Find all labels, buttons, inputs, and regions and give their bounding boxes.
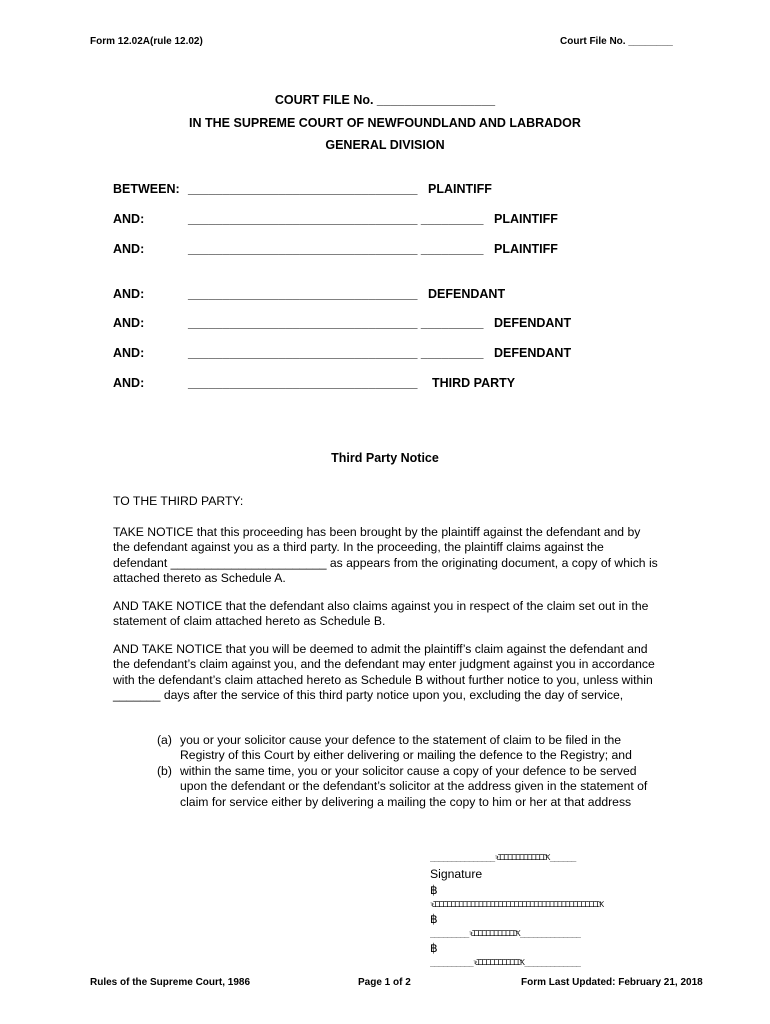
party-role: DEFENDANT	[494, 316, 572, 330]
form-reference: Form 12.02A(rule 12.02)	[90, 36, 203, 47]
notice-paragraph-1: TAKE NOTICE that this proceeding has been brought by the plaintiff against the defendant and by the defendant against you as a third party. In the proceeding, the plaintiff claims against the defendant _______________________ as appears from the originating document, a copy of which is attached thereto as Schedule A.	[113, 525, 658, 586]
party-label: AND:	[113, 242, 145, 256]
item-a-text: you or your solicitor cause your defence to the statement of claim to be filed in the Registry of this Court by either delivering or mailing the defence to the Registry; and	[180, 733, 632, 763]
party-label: BETWEEN:	[113, 182, 180, 196]
page-number: Page 1 of 2	[358, 977, 411, 988]
party-label: AND:	[113, 212, 145, 226]
party-label: AND:	[113, 316, 145, 330]
division-heading: GENERAL DIVISION	[325, 138, 445, 152]
court-name-heading: IN THE SUPREME COURT OF NEWFOUNDLAND AND LABRADOR	[189, 116, 581, 130]
garbled-line: ꝛꞮꞮꞮꞮꞮꞮꞮꞮꞮꞮꞮꞮꞮꞮꞮꞮꞮꞮꞮꞮꞮꞮꞮꞮꞮꞮꞮꞮꞮꞮꞮꞮꞮꞮꞮꞮꞮꞮꞮꞮꞮꞮꝀ	[430, 900, 604, 909]
baht-glyph: ฿	[430, 912, 438, 926]
garbled-line: __________ꝛꞮꞮꞮꞮꞮꞮꞮꞮꞮꞮꞮꝀ_____________	[430, 958, 581, 967]
party-name-line: _________________________________ _________	[188, 346, 484, 360]
party-label: AND:	[113, 376, 145, 390]
notice-paragraph-3: AND TAKE NOTICE that you will be deemed to admit the plaintiff’s claim against the defendant and the defendant’s claim against you, and the defendant may enter judgment against you in accordance with the defendant’s claim attached hereto as Schedule B without further notice to you, unless within _______ days after the service of this third party notice upon you, excluding the day of service,	[113, 642, 655, 703]
item-b-text: within the same time, you or your solicitor cause a copy of your defence to be served upon the defendant or the defendant’s solicitor at the address given in the statement of claim for service either by delivering a mailing the copy to him or her at that address	[180, 764, 648, 809]
party-label: AND:	[113, 346, 145, 360]
footer-rules: Rules of the Supreme Court, 1986	[90, 977, 251, 988]
garbled-line: _________ꝛꞮꞮꞮꞮꞮꞮꞮꞮꞮꞮꞮꝀ______________	[430, 929, 581, 938]
notice-salutation: TO THE THIRD PARTY:	[113, 494, 244, 508]
party-name-line: _________________________________	[188, 376, 418, 390]
party-name-line: _________________________________ _________	[188, 212, 484, 226]
baht-glyph: ฿	[430, 883, 438, 897]
party-name-line: _________________________________	[188, 182, 418, 196]
baht-glyph: ฿	[430, 941, 438, 955]
signature-line: _______________ꝛꞮꞮꞮꞮꞮꞮꞮꞮꞮꞮꞮꞮꝀ______	[430, 853, 576, 862]
party-role: PLAINTIFF	[494, 212, 558, 226]
party-role: PLAINTIFF	[428, 182, 492, 196]
form-last-updated: Form Last Updated: February 21, 2018	[521, 977, 703, 988]
party-name-line: _________________________________	[188, 287, 418, 301]
party-name-line: _________________________________ _________	[188, 242, 484, 256]
party-role: THIRD PARTY	[432, 376, 516, 390]
notice-title: Third Party Notice	[331, 451, 439, 465]
item-b-label: (b)	[157, 764, 172, 778]
court-file-number-top: Court File No. ________	[560, 36, 673, 47]
item-a-label: (a)	[157, 733, 172, 747]
court-file-no-heading: COURT FILE No. _________________	[274, 93, 496, 107]
notice-paragraph-2: AND TAKE NOTICE that the defendant also claims against you in respect of the claim set out in the statement of claim attached hereto as Schedule B.	[113, 599, 649, 629]
party-role: DEFENDANT	[428, 287, 506, 301]
party-name-line: _________________________________ _________	[188, 316, 484, 330]
party-label: AND:	[113, 287, 145, 301]
party-role: DEFENDANT	[494, 346, 572, 360]
party-role: PLAINTIFF	[494, 242, 558, 256]
signature-label: Signature	[430, 867, 483, 881]
